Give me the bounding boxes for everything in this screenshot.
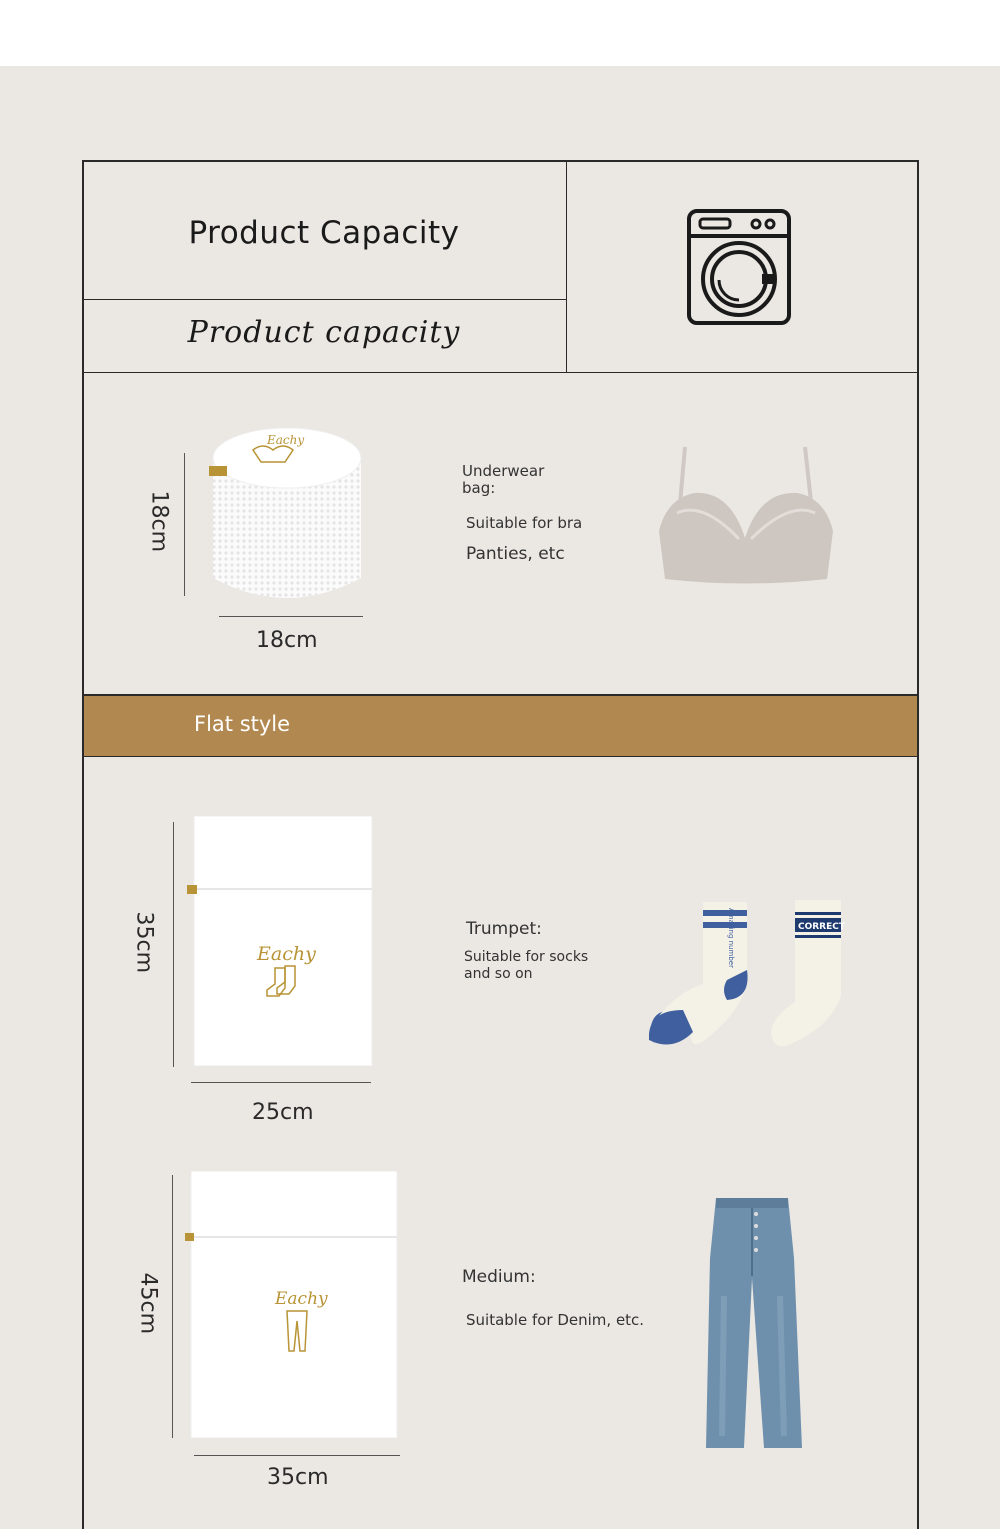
medium-brand-text: Eachy [275,1289,328,1309]
underwear-width-line [219,616,363,617]
trumpet-brand-text: Eachy [257,943,316,965]
medium-width-line [194,1455,400,1456]
bra-image [655,443,837,585]
trumpet-width-label: 25cm [252,1100,314,1125]
medium-desc: Suitable for Denim, etc. [466,1311,645,1329]
underwear-height-label: 18cm [146,490,172,553]
header-divider-horizontal [84,299,566,300]
underwear-bag-line1: Suitable for bra [466,514,583,532]
underwear-bag-name: Underwear bag: [462,462,545,497]
header-bottom-line [84,372,917,373]
round-mesh-bag-image [205,418,370,608]
washing-machine-icon [686,208,792,326]
underwear-bag-line2: Panties, etc [466,544,565,564]
page-title: Product Capacity [188,215,460,251]
trumpet-desc: Suitable for socks and so on [464,949,589,982]
band-bottom-line [84,756,917,757]
medium-height-line [172,1175,173,1438]
header-divider-vertical [566,160,567,372]
trumpet-height-line [173,822,174,1067]
flat-style-band [84,696,917,756]
sock-right-text: CORRECT [798,922,846,932]
sock-left-text: Amazing number [727,908,735,968]
underwear-width-label: 18cm [256,628,318,653]
medium-name: Medium: [462,1267,536,1287]
trumpet-height-label: 35cm [131,911,157,974]
underwear-height-line [184,453,185,596]
trumpet-bag-image [187,816,373,1066]
band-top-line [84,694,917,696]
flat-style-label: Flat style [194,712,291,736]
script-title: Product capacity [187,315,461,350]
trumpet-name: Trumpet: [466,919,542,939]
trumpet-width-line [191,1082,371,1083]
medium-height-label: 45cm [135,1272,161,1335]
medium-width-label: 35cm [267,1465,329,1490]
jeans-image [704,1196,802,1452]
socks-image [645,896,850,1052]
medium-bag-image [185,1171,399,1438]
svg-text:Eachy: Eachy [267,433,305,447]
